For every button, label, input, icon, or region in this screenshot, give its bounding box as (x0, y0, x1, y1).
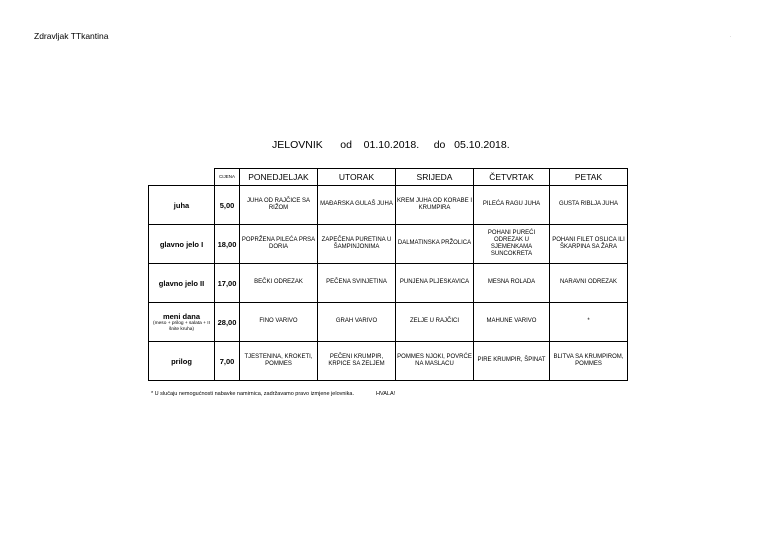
price-cell: 18,00 (215, 225, 240, 264)
dish-cell: POHANI FILET OSLICA ILI ŠKARPINA SA ŽARA (550, 225, 628, 264)
day-header-tuesday: UTORAK (318, 169, 396, 186)
category-name: glavno jelo II (158, 278, 205, 288)
dish-cell: DALMATINSKA PRŽOLICA (396, 225, 474, 264)
category-cell (149, 264, 215, 303)
price-cell: 17,00 (215, 264, 240, 303)
dish-cell: TJESTENINA, KROKETI, POMMES (240, 342, 318, 381)
table-row (149, 303, 628, 342)
category-name: glavno jelo I (159, 239, 204, 249)
price-cell: 28,00 (215, 303, 240, 342)
dish-cell: GUSTA RIBLJA JUHA (550, 186, 628, 225)
category-subtitle: (meso + prilog + salata + II šnite kruha) (153, 320, 210, 332)
dish-cell: MESNA ROLADA (474, 264, 550, 303)
category-name: juha (173, 200, 190, 210)
dish-cell: BEČKI ODREZAK (240, 264, 318, 303)
dish-cell: ZAPEČENA PURETINA U ŠAMPINJONIMA (318, 225, 396, 264)
dish-cell: KREM JUHA OD KORABE I KRUMPIRA (396, 186, 474, 225)
dish-cell: JUHA OD RAJČICE SA RIŽOM (240, 186, 318, 225)
price-column-header: CIJENA (215, 169, 240, 186)
dish-cell: PEČENI KRUMPIR, KRPICE SA ZELJEM (318, 342, 396, 381)
dish-cell: MAHUNE VARIVO (474, 303, 550, 342)
table-row (149, 225, 628, 264)
dish-cell: GRAH VARIVO (318, 303, 396, 342)
brand-name: Zdravljak TTkantina (34, 31, 109, 41)
day-header-thursday: ČETVRTAK (474, 169, 550, 186)
dish-cell: ZELJE U RAJČICI (396, 303, 474, 342)
title-to-word: do (433, 139, 446, 151)
dish-cell: PEČENA SVINJETINA (318, 264, 396, 303)
dish-cell: * (550, 303, 628, 342)
table-row (149, 186, 628, 225)
table-header-row (149, 169, 628, 186)
price-cell: 5,00 (215, 186, 240, 225)
title-label: JELOVNIK (272, 139, 323, 151)
footnote (151, 391, 395, 397)
day-header-wednesday: SRIJEDA (396, 169, 474, 186)
dish-cell: FINO VARIVO (240, 303, 318, 342)
category-name: prilog (171, 356, 192, 366)
day-header-monday: PONEDJELJAK (240, 169, 318, 186)
dish-cell: BLITVA SA KRUMPIROM, POMMES (550, 342, 628, 381)
dish-cell: NARAVNI ODREZAK (550, 264, 628, 303)
menu-table (148, 168, 628, 381)
category-cell (149, 303, 215, 342)
menu-title (272, 139, 510, 151)
price-cell: 7,00 (215, 342, 240, 381)
corner-mark: . (730, 33, 732, 39)
day-header-friday: PETAK (550, 169, 628, 186)
footnote-text: * U slučaju nemogućnosti nabavke namirnica, zadržavamo pravo izmjene jelovnika. (151, 391, 354, 397)
thanks-text: HVALA! (376, 391, 396, 397)
empty-corner-cell (149, 169, 215, 186)
dish-cell: PUNJENA PLJESKAVICA (396, 264, 474, 303)
table-row (149, 342, 628, 381)
dish-cell: PIRE KRUMPIR, ŠPINAT (474, 342, 550, 381)
category-name: meni dana (162, 311, 201, 321)
table-row (149, 264, 628, 303)
title-to-date: 05.10.2018. (454, 139, 510, 151)
dish-cell: POMMES NJOKI, POVRĆE NA MASLACU (396, 342, 474, 381)
title-from-date: 01.10.2018. (363, 139, 420, 151)
dish-cell: POHANI PUREĆI ODREZAK U SJEMENKAMA SUNCOKRETA (474, 225, 550, 264)
category-cell (149, 342, 215, 381)
dish-cell: PILEĆA RAGU JUHA (474, 186, 550, 225)
category-cell (149, 225, 215, 264)
dish-cell: POPRŽENA PILEĆA PRSA DORIA (240, 225, 318, 264)
title-from-word: od (340, 139, 352, 151)
dish-cell: MAĐARSKA GULAŠ JUHA (318, 186, 396, 225)
category-cell (149, 186, 215, 225)
